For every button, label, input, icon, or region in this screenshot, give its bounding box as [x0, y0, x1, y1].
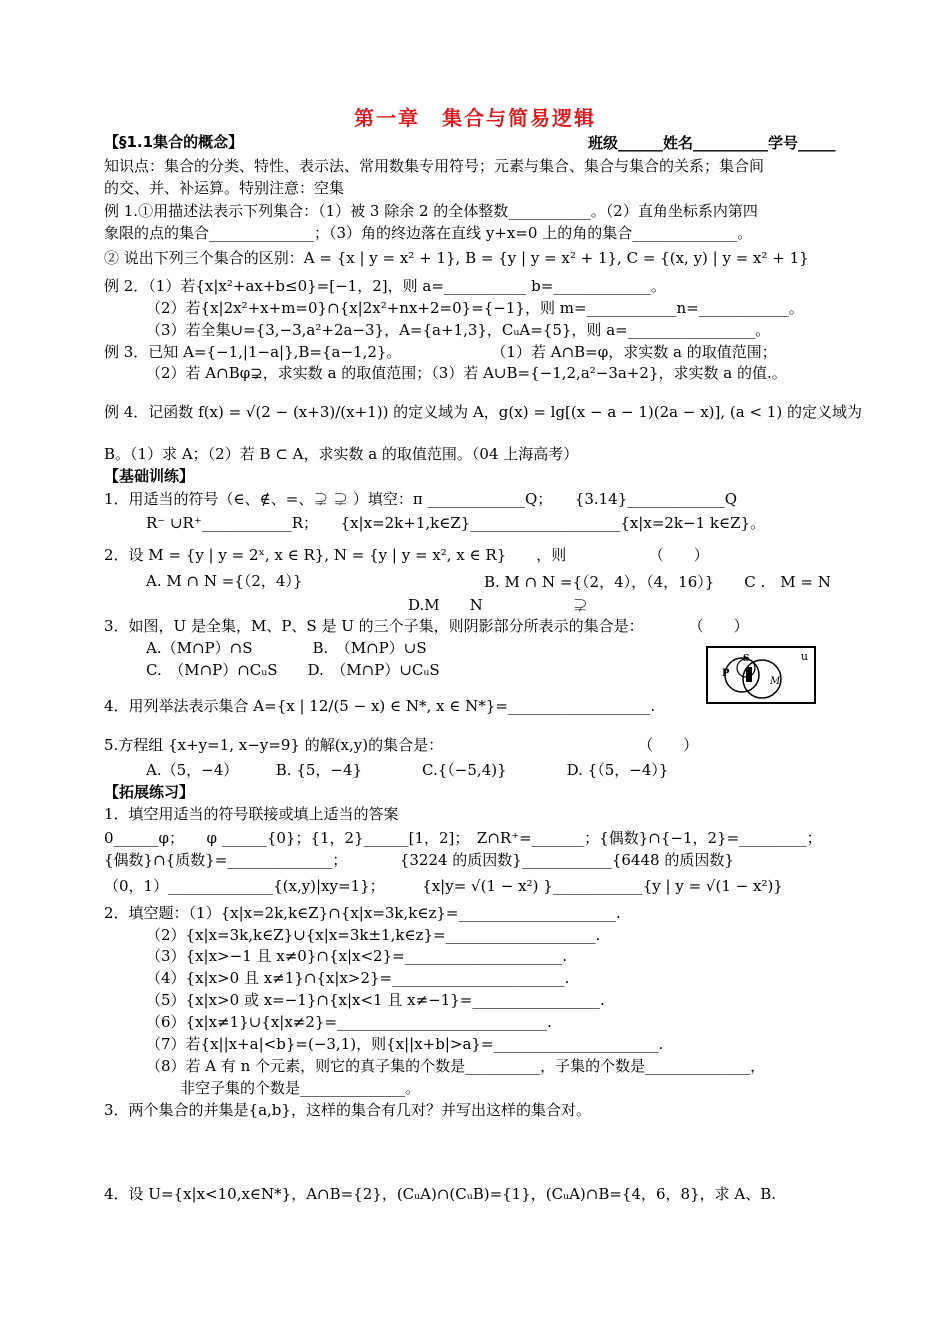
- basic-q2-option-a: A. M ∩ N ={（2，4）}: [146, 572, 303, 590]
- section-heading-concept: 【§1.1集合的概念】: [104, 133, 244, 151]
- example-2-line-2: （2）若{x|2x²+x+m=0}∩{x|2x²+nx+2=0}={−1}，则 m=____________n=____________。: [146, 299, 804, 317]
- basic-q2-option-bc: B. M ∩ N ={（2，4），（4，16）} C . M = N: [484, 573, 831, 591]
- class-info: 班级______姓名__________学号_____: [588, 134, 836, 152]
- basic-q5-options: A.（5，−4） B. {5，−4} C.{（−5,4)} D. {（5，−4）}: [146, 761, 669, 779]
- basic-q1-line-a: 1．用适当的符号（∈、∉、=、⊋ ⊋ ）填空：π _____________Q； {3.14}_____________Q: [104, 490, 738, 508]
- extended-q1-line-a: 0______φ； φ ______{0}；{1，2}______[1，2]； Z∩R⁺=_______；{偶数}∩{−1，2}=_________；: [104, 829, 822, 847]
- extended-q2-8b: 非空子集的个数是______________。: [180, 1079, 421, 1097]
- section-heading-basic: 【基础训练】: [104, 467, 195, 485]
- knowledge-line-2: 的交、并、补运算。特别注意：空集: [104, 179, 345, 197]
- venn-label-u: u: [800, 650, 808, 663]
- basic-q3-options-cd: C. （M∩P）∩CᵤS D. （M∩P）∪CᵤS: [146, 661, 440, 679]
- basic-q3-options-ab: A.（M∩P）∩S B. （M∩P）∪S: [146, 639, 427, 657]
- venn-label-m: M: [770, 676, 781, 687]
- extended-q1-line-c: （0，1）______________{(x,y)|xy=1}； {x|y= √(1 − x²) }____________{y | y = √(1 − x²)}: [104, 877, 783, 895]
- venn-label-s: S: [743, 654, 750, 664]
- extended-q2-8: （8）若 A 有 n 个元素，则它的真子集的个数是__________，子集的个数是______________，: [146, 1057, 766, 1075]
- venn-label-p: P: [722, 668, 730, 679]
- example-1-line-a: 例 1.①用描述法表示下列集合：（1）被 3 除余 2 的全体整数___________。（2）直角坐标系内第四: [104, 202, 758, 220]
- chapter-title: 第一章 集合与简易逻辑: [354, 106, 596, 130]
- extended-q2-3: （3）{x|x>−1 且 x≠0}∩{x|x<2}=_____________________.: [146, 947, 567, 965]
- section-heading-extended: 【拓展练习】: [104, 783, 195, 801]
- basic-q5: 5.方程组 {x+y=1, x−y=9} 的解(x,y)的集合是： （ ）: [104, 736, 699, 754]
- example-4-line-1: 例 4．记函数 f(x) = √(2 − (x+3)/(x+1)) 的定义域为 A，g(x) = lg[(x − a − 1)(2a − x)], (a < 1) 的定义域为: [104, 403, 862, 421]
- extended-q3: 3．两个集合的并集是{a,b}，这样的集合有几对？并写出这样的集合对。: [104, 1101, 591, 1119]
- extended-q2-5: （5）{x|x>0 或 x=−1}∩{x|x<1 且 x≠−1}=_________________.: [146, 991, 605, 1009]
- knowledge-line-1: 知识点：集合的分类、特性、表示法、常用数集专用符号；元素与集合、集合与集合的关系；集合间: [104, 157, 765, 175]
- extended-q2-6: （6）{x|x≠1}∪{x|x≠2}=____________________________.: [146, 1013, 552, 1031]
- basic-q2-option-d: D.M N ⊋: [408, 596, 588, 614]
- shaded-region: [746, 667, 752, 682]
- extended-q2-2: （2）{x|x=3k,k∈Z}∪{x|x=3k±1,k∈z}=____________________.: [146, 926, 601, 944]
- extended-q2: 2．填空题：（1）{x|x=2k,k∈Z}∩{x|x=3k,k∈z}=_____________________.: [104, 904, 621, 922]
- venn-diagram: [706, 646, 816, 704]
- extended-q1-line-b: {偶数}∩{质数}=______________； {3224 的质因数}____________{6448 的质因数}: [104, 851, 734, 869]
- basic-q1-line-b: R⁻ ∪R⁺____________R； {x|x=2k+1,k∈Z}____________________{x|x=2k−1 k∈Z}。: [146, 514, 766, 532]
- extended-q1: 1．填空用适当的符号联接或填上适当的答案: [104, 805, 399, 823]
- example-3-line-2: （2）若 A∩Bφ⊋，求实数 a 的取值范围；（3）若 A∪B={−1,2,a²−3a+2}，求实数 a 的值.。: [146, 364, 787, 382]
- example-1-line-b: 象限的点的集合______________；（3）角的终边落在直线 y+x=0 上的角的集合______________。: [104, 224, 753, 242]
- example-2-line-3: （3）若全集∪={3,−3,a²+2a−3}，A={a+1,3}，CᵤA={5}，则 a=_________________。: [146, 321, 771, 339]
- example-2-line-1: 例 2．（1）若{x|x²+ax+b≤0}=[−1，2]，则 a=___________ b=_____________。: [104, 277, 666, 295]
- extended-q4: 4．设 U={x|x<10,x∈N*}，A∩B={2}，(CᵤA)∩(CᵤB)={1}，(CᵤA)∩B={4，6，8}，求 A、B.: [104, 1185, 777, 1203]
- example-3-line-1: 例 3．已知 A={−1,|1−a|},B={a−1,2}。 （1）若 A∩B=φ，求实数 a 的取值范围；: [104, 343, 777, 361]
- example-1-line-c: ② 说出下列三个集合的区别：A = {x | y = x² + 1}, B = {y | y = x² + 1}, C = {(x, y) | y = x² + 1}: [104, 249, 809, 267]
- basic-q2: 2．设 M = {y | y = 2ˣ, x ∈ R}, N = {y | y = x², x ∈ R} ，则 （ ）: [104, 546, 709, 564]
- example-4-line-2: B。（1）求 A；（2）若 B ⊂ A，求实数 a 的取值范围。（04 上海高考）: [104, 445, 579, 463]
- extended-q2-4: （4）{x|x>0 且 x≠1}∩{x|x>2}=_______________________.: [146, 969, 570, 987]
- extended-q2-7: （7）若{x||x+a|<b}=(−3,1)，则{x||x+b|>a}=______________________.: [146, 1035, 664, 1053]
- basic-q4: 4．用列举法表示集合 A={x | 12/(5 − x) ∈ N*, x ∈ N*}=___________________.: [104, 697, 656, 715]
- basic-q3: 3．如图，U 是全集，M、P、S 是 U 的三个子集，则阴影部分所表示的集合是： （ ）: [104, 617, 749, 635]
